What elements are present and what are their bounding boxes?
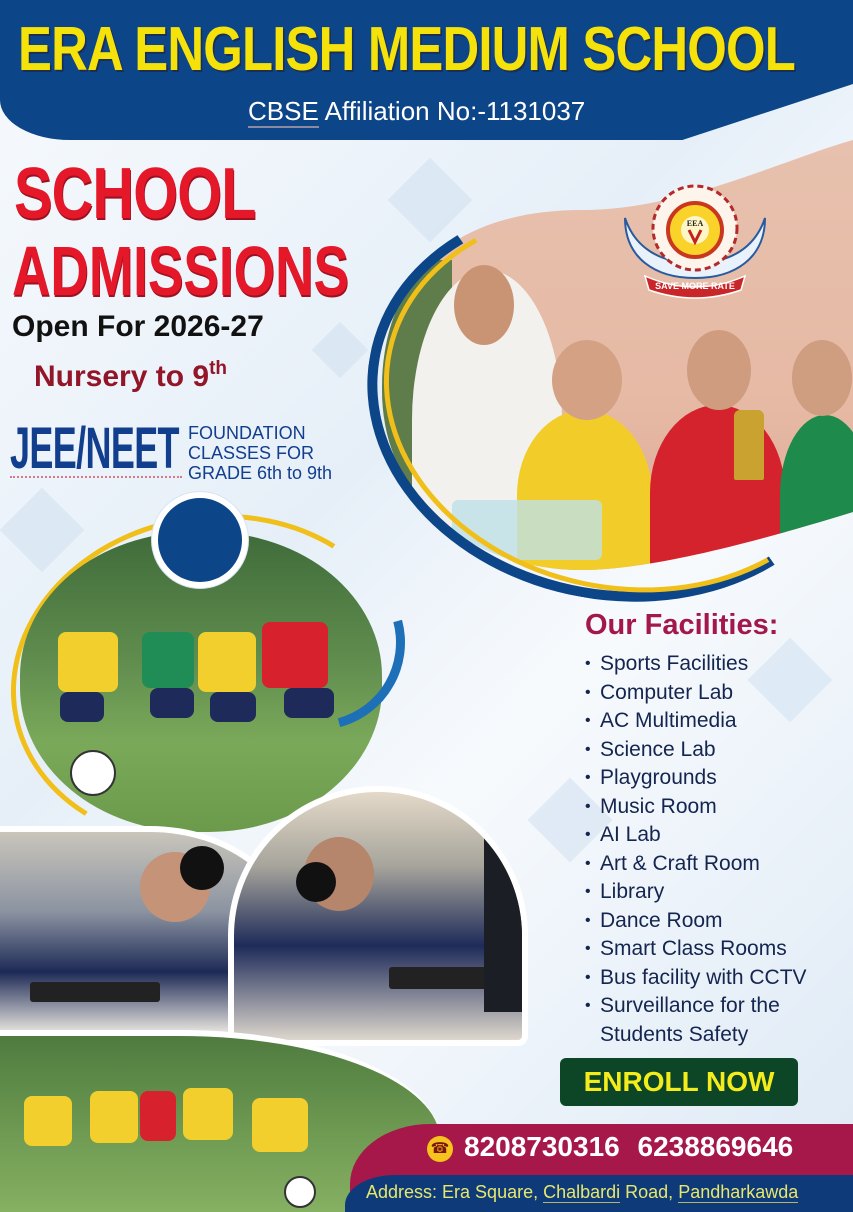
player-shirt — [140, 1091, 176, 1141]
enroll-now-button[interactable]: ENROLL NOW — [560, 1058, 798, 1106]
facilities-title: Our Facilities: — [585, 609, 779, 641]
soccer-ball-icon — [70, 750, 116, 796]
keyboard-icon — [389, 967, 489, 989]
phone-numbers[interactable]: 8208730316 6238869646 — [464, 1131, 794, 1162]
player-shirt — [142, 632, 194, 688]
facility-item-continued: Students Safety — [600, 1022, 749, 1046]
facilities-list — [585, 650, 807, 1049]
facility-item: • Music Room — [585, 794, 717, 818]
facility-item: • Bus facility with CCTV — [585, 965, 807, 989]
affiliation-number — [248, 96, 585, 127]
address-road: Chalbardi — [543, 1182, 621, 1202]
address-city: Pandharkawda — [678, 1182, 799, 1202]
player-shirt — [24, 1096, 72, 1146]
facility-item: • AI Lab — [585, 823, 661, 846]
player-shorts — [60, 692, 104, 722]
academic-year: Open For 2026-27 — [12, 310, 264, 343]
player-shirt — [90, 1091, 138, 1143]
player-shirt — [183, 1088, 233, 1140]
facility-item: • AC Multimedia — [585, 709, 737, 732]
facility-item: • Dance Room — [585, 908, 723, 932]
foundation-line: CLASSES FOR — [188, 443, 315, 463]
facility-item: • Sports Facilities — [585, 652, 749, 675]
blue-circle-badge — [152, 492, 248, 588]
admissions-heading-line1: SCHOOL — [14, 154, 256, 234]
foundation-line: FOUNDATION — [188, 423, 306, 443]
facility-item: • Library — [585, 880, 665, 903]
grade-range — [34, 358, 227, 394]
facility-item: • Science Lab — [585, 737, 716, 761]
facility-item: • Art & Craft Room — [585, 851, 760, 875]
grade-range-text: Nursery to 9 — [34, 360, 210, 393]
facility-item: • Smart Class Rooms — [585, 937, 787, 960]
address-prefix: Address: Era Square, — [366, 1182, 544, 1202]
monitor-icon — [484, 832, 524, 1012]
phone-icon: ☎ — [427, 1136, 453, 1162]
school-logo — [615, 178, 775, 303]
player-shirt — [58, 632, 118, 692]
grade-suffix: th — [209, 358, 228, 379]
keyboard-icon — [30, 982, 160, 1002]
school-name: ERA ENGLISH MEDIUM SCHOOL — [18, 15, 795, 84]
headphones-icon — [296, 862, 336, 902]
jee-neet-badge: JEE/NEET — [10, 416, 179, 481]
affiliation-text: Affiliation No:-1131037 — [318, 96, 586, 126]
foundation-text — [188, 423, 332, 483]
headphones-icon — [180, 846, 224, 890]
address — [366, 1182, 798, 1203]
player-shirt — [252, 1098, 308, 1152]
svg-text:SAVE MORE RATE: SAVE MORE RATE — [655, 281, 735, 291]
facility-item: • Playgrounds — [585, 766, 717, 789]
svg-text:EEA: EEA — [686, 219, 704, 228]
address-mid: Road, — [620, 1182, 679, 1202]
player-shorts — [150, 688, 194, 718]
foundation-line: GRADE 6th to 9th — [188, 463, 333, 483]
affiliation-prefix: CBSE — [248, 96, 319, 126]
facility-item: • Surveillance for the — [585, 994, 780, 1017]
admissions-heading-line2: ADMISSIONS — [12, 232, 349, 310]
facility-item: • Computer Lab — [585, 680, 734, 704]
dotted-underline — [10, 476, 182, 478]
soccer-ball-icon — [284, 1176, 316, 1208]
